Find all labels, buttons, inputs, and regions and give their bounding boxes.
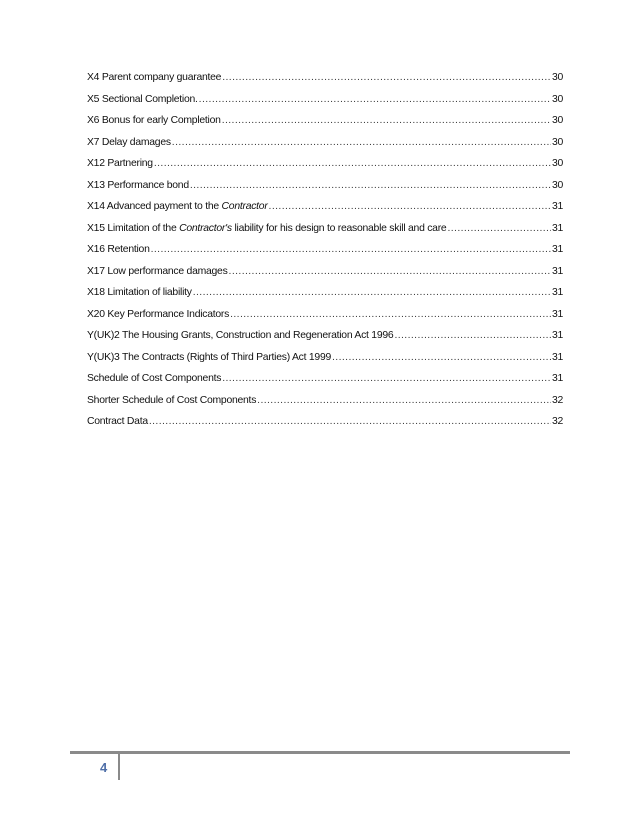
toc-entry[interactable]: [87, 266, 563, 288]
toc-entry[interactable]: [87, 244, 563, 266]
toc-title-segment: Schedule of Cost Components: [87, 373, 222, 384]
toc-page-number: 32: [551, 416, 563, 427]
toc-entry-title: [87, 72, 221, 83]
toc-title-segment: X18 Limitation of liability: [87, 287, 192, 298]
toc-page-number: 31: [551, 308, 563, 320]
toc-entry[interactable]: [87, 309, 563, 331]
toc-entry-title: [87, 395, 256, 406]
toc-entry[interactable]: [87, 94, 563, 116]
toc-dot-leader: [257, 395, 551, 406]
toc-entry[interactable]: [87, 201, 563, 223]
toc-entry-title: [87, 287, 192, 298]
toc-title-segment: Contractor's: [179, 222, 232, 234]
toc-entry-title: [87, 223, 446, 234]
toc-title-segment: X5 Sectional Completion.: [87, 93, 198, 105]
toc-entry[interactable]: [87, 287, 563, 309]
toc-title-segment: liability for his design to reasonable skill and care: [231, 222, 447, 234]
toc-dot-leader: [222, 115, 551, 126]
toc-page-number: 32: [551, 394, 563, 406]
toc-entry[interactable]: [87, 373, 563, 395]
toc-entry[interactable]: [87, 137, 563, 159]
toc-entry[interactable]: [87, 395, 563, 417]
toc-entry-title: [87, 373, 221, 384]
toc-title-segment: Contractor: [221, 201, 268, 212]
toc-page-number: 31: [551, 330, 563, 341]
toc-page-number: 30: [551, 136, 563, 148]
toc-entry-title: [87, 309, 229, 320]
toc-page-number: 30: [551, 93, 563, 105]
toc-dot-leader: [193, 287, 551, 298]
toc-dot-leader: [190, 180, 551, 191]
toc-dot-leader: [222, 373, 551, 384]
toc-entry-title: [87, 115, 221, 126]
toc-entry-title: [87, 352, 331, 363]
toc-entry-title: [87, 137, 171, 148]
toc-dot-leader: [332, 352, 551, 363]
toc-dot-leader: [394, 330, 551, 341]
toc-title-segment: Y(UK)3 The Contracts (Rights of Third Parties) Act 1999: [87, 351, 332, 363]
toc-dot-leader: [172, 137, 551, 148]
toc-entry[interactable]: [87, 352, 563, 374]
toc-dot-leader: [149, 416, 551, 427]
toc-title-segment: X7 Delay damages: [87, 136, 171, 148]
toc-page-number: 31: [551, 373, 563, 384]
toc-title-segment: X14 Advanced payment to the: [87, 201, 222, 212]
toc-title-segment: X16 Retention: [87, 244, 150, 255]
toc-entry-title: [87, 244, 150, 255]
toc-entry-title: [87, 158, 153, 169]
toc-dot-leader: [199, 94, 551, 105]
toc-page-number: 30: [551, 72, 563, 83]
toc-entry[interactable]: [87, 330, 563, 352]
toc-title-segment: Shorter Schedule of Cost Components: [87, 394, 257, 406]
toc-dot-leader: [151, 244, 551, 255]
toc-dot-leader: [230, 309, 551, 320]
toc-entry[interactable]: [87, 416, 563, 438]
toc-title-segment: X12 Partnering: [87, 158, 153, 169]
toc-title-segment: X13 Performance bond: [87, 179, 189, 191]
toc-title-segment: X4 Parent company guarantee: [87, 72, 222, 83]
toc-page-number: 31: [551, 201, 563, 212]
footer-divider: [118, 754, 120, 780]
toc-title-segment: X20 Key Performance Indicators: [87, 308, 230, 320]
toc-entry-title: [87, 180, 189, 191]
toc-page-number: 31: [551, 351, 563, 363]
toc-title-segment: X6 Bonus for early Completion: [87, 115, 221, 126]
toc-entry[interactable]: [87, 115, 563, 137]
toc-entry-title: [87, 201, 268, 212]
toc-title-segment: X15 Limitation of the: [87, 222, 180, 234]
toc-entry[interactable]: [87, 72, 563, 94]
toc-page-number: 31: [551, 222, 563, 234]
toc-title-segment: Contract Data: [87, 416, 148, 427]
toc-entry-title: [87, 416, 148, 427]
toc-page-number: 31: [551, 244, 563, 255]
toc-page-number: 30: [551, 179, 563, 191]
toc-entry-title: [87, 330, 393, 341]
toc-entry[interactable]: [87, 158, 563, 180]
toc-entry-title: [87, 94, 198, 105]
toc-page-number: 30: [551, 158, 563, 169]
toc-entry[interactable]: [87, 223, 563, 245]
toc-page-number: 31: [551, 287, 563, 298]
toc-dot-leader: [229, 266, 551, 277]
toc-dot-leader: [154, 158, 551, 169]
table-of-contents: [87, 72, 563, 438]
toc-title-segment: X17 Low performance damages: [87, 265, 228, 277]
toc-dot-leader: [222, 72, 551, 83]
toc-page-number: 31: [551, 265, 563, 277]
page-number: 4: [100, 760, 108, 775]
toc-dot-leader: [447, 223, 550, 234]
toc-dot-leader: [269, 201, 551, 212]
toc-title-segment: Y(UK)2 The Housing Grants, Construction and Regeneration Act 1996: [87, 330, 394, 341]
footer-rule: [70, 751, 570, 754]
toc-page-number: 30: [551, 115, 563, 126]
toc-entry[interactable]: [87, 180, 563, 202]
toc-entry-title: [87, 266, 228, 277]
